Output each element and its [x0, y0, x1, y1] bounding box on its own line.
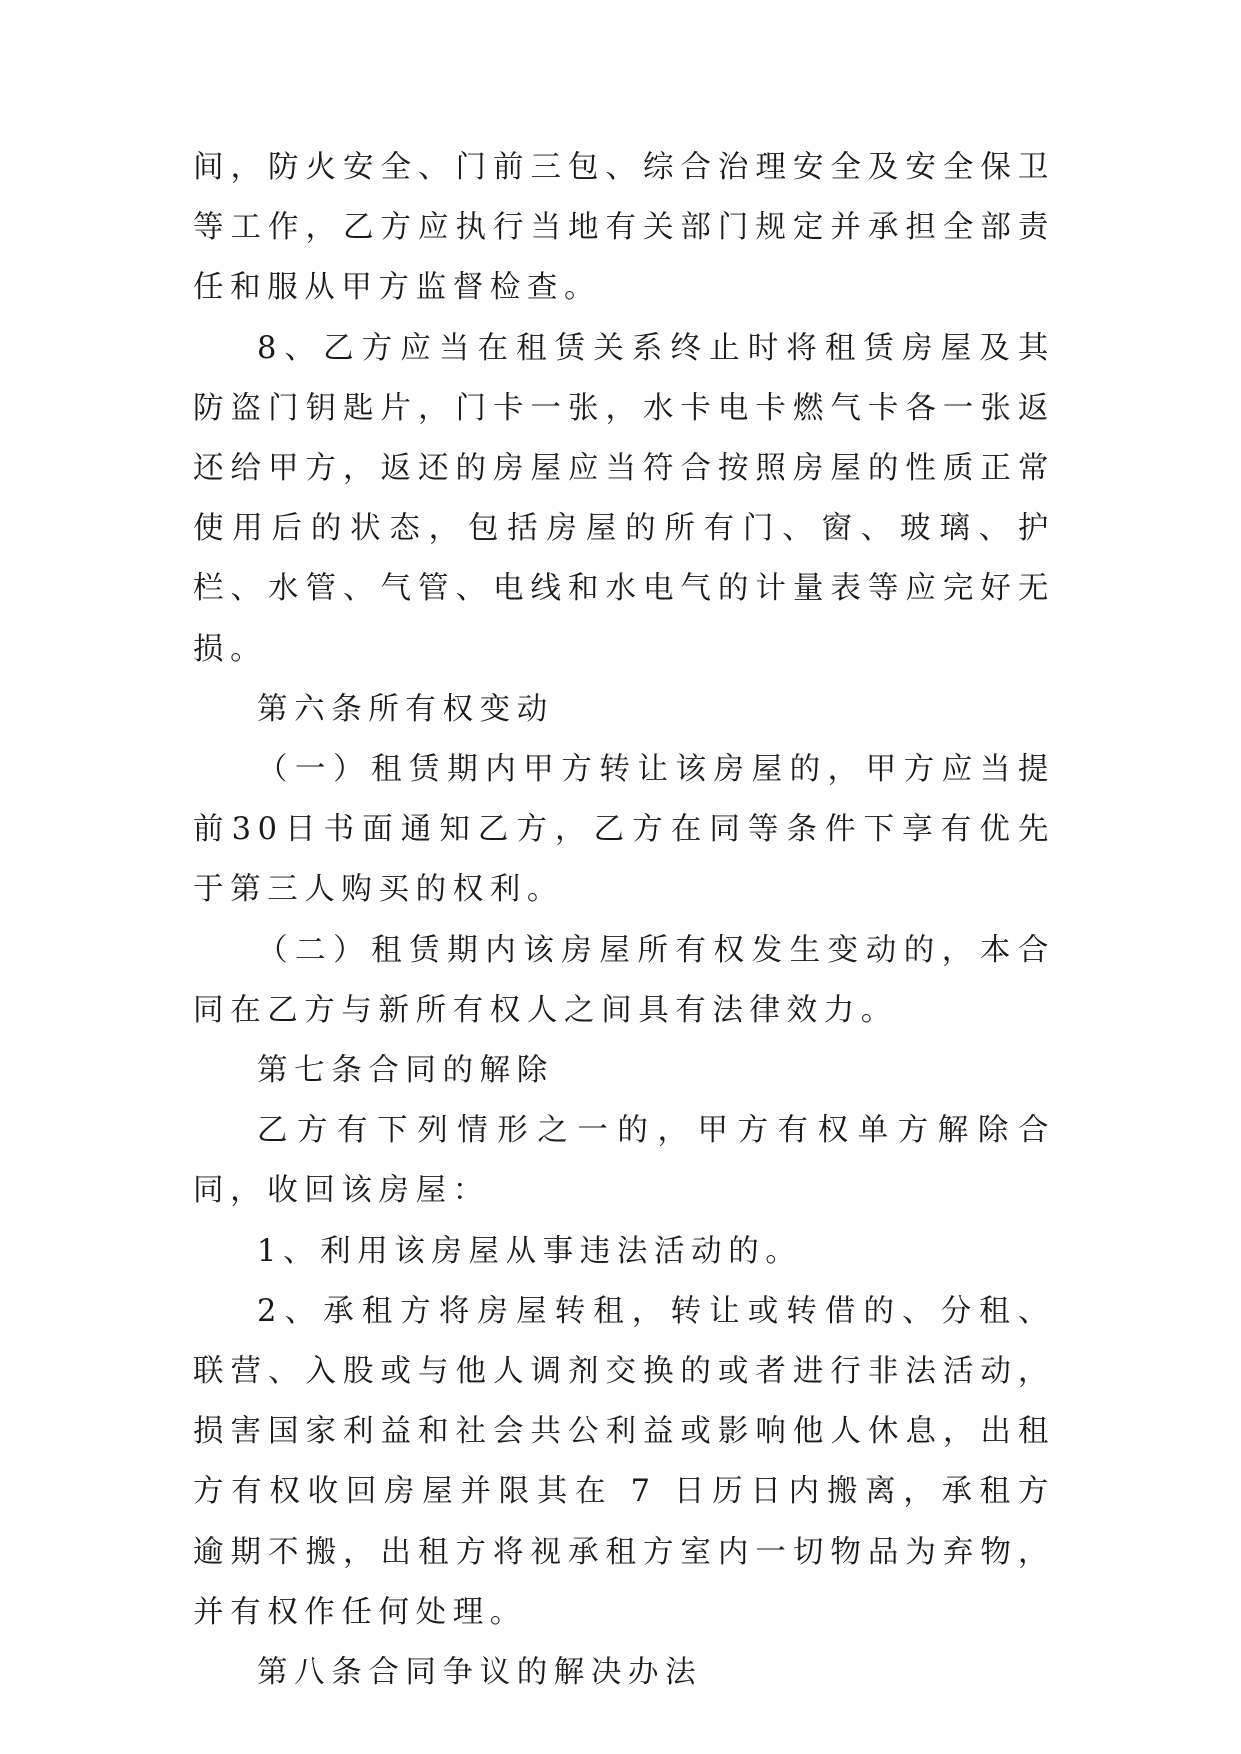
- paragraph-7-2: 2、承租方将房屋转租，转让或转借的、分租、联营、入股或与他人调剂交换的或者进行非法活动，损害国家利益和社会共公利益或影响他人休息，出租方有权收回房屋并限其在 7 日历日内搬离，承租方逾期不搬，出租方将视承租方室内一切物品为弃物，并有权作任何处理。: [193, 1293, 1055, 1630]
- paragraph-continuation: 间，防火安全、门前三包、综合治理安全及安全保卫等工作，乙方应执行当地有关部门规定并承担全部责任和服从甲方监督检查。: [193, 150, 1055, 306]
- paragraph-7-intro: 乙方有下列情形之一的，甲方有权单方解除合同，收回该房屋：: [193, 1113, 1055, 1209]
- article-7-heading: 第七条合同的解除: [257, 1053, 554, 1089]
- paragraph-item-8: 8、乙方应当在租赁关系终止时将租赁房屋及其防盗门钥匙片，门卡一张，水卡电卡燃气卡各一张返还给甲方，返还的房屋应当符合按照房屋的性质正常使用后的状态，包括房屋的所有门、窗、玻璃、护栏、水管、气管、电线和水电气的计量表等应完好无损。: [193, 330, 1055, 667]
- paragraph-6-1: （一）租赁期内甲方转让该房屋的，甲方应当提前30日书面通知乙方，乙方在同等条件下享有优先于第三人购买的权利。: [193, 752, 1055, 908]
- paragraph-7-1: 1、利用该房屋从事违法活动的。: [257, 1233, 803, 1269]
- article-6-heading: 第六条所有权变动: [257, 691, 554, 727]
- article-8-heading: 第八条合同争议的解决办法: [257, 1655, 703, 1691]
- paragraph-6-2: （二）租赁期内该房屋所有权发生变动的，本合同在乙方与新所有权人之间具有法律效力。: [193, 932, 1055, 1028]
- document-page: [193, 138, 1055, 1703]
